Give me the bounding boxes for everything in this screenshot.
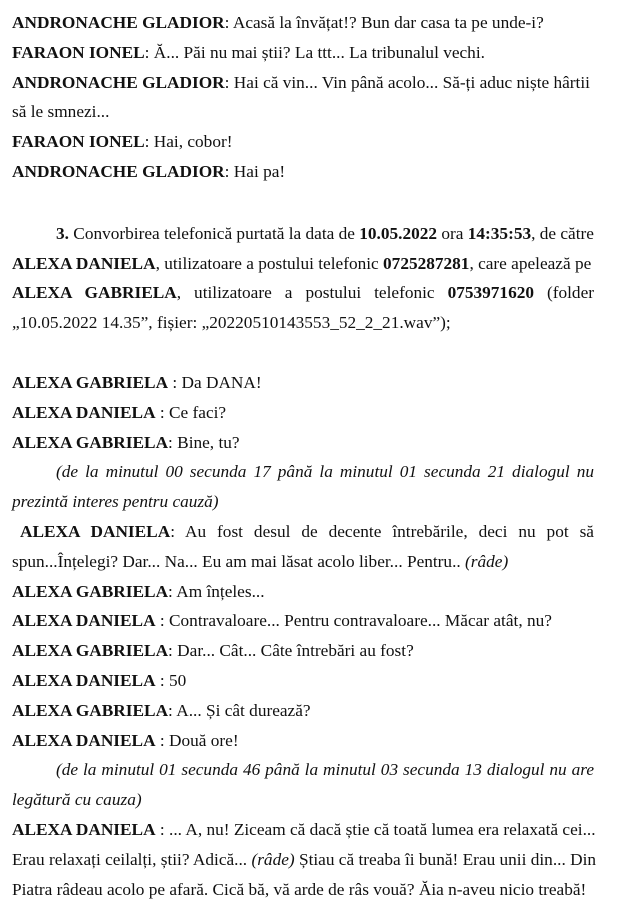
speaker-name: ALEXA DANIELA [12, 402, 156, 422]
spacer [12, 187, 594, 219]
utterance: Hai pa! [233, 161, 286, 181]
utterance: Ce faci? [169, 402, 227, 422]
utterance: Au fost desul de decente întrebările, deci nu pot să [184, 521, 594, 541]
dialogue-line: ALEXA GABRIELA: Dar... Cât... Câte întrebări au fost? [12, 641, 414, 661]
utterance: Contravaloare... Pentru contravaloare... Măcar atât, nu? [169, 611, 552, 631]
section-number: 3. [56, 223, 69, 243]
omission-note-continuation: legătură cu cauza) [12, 790, 142, 810]
utterance: Hai că vin... Vin până acolo... Să-ți aduc niște hârtii [233, 72, 590, 92]
speaker-name: ALEXA GABRIELA [12, 372, 169, 392]
speaker-name: ALEXA DANIELA [12, 670, 156, 690]
call-date: 10.05.2022 [359, 223, 438, 243]
dialogue-line: ALEXA GABRIELA: A... Și cât durează? [12, 700, 311, 720]
dialogue-line: ANDRONACHE GLADIOR: Hai că vin... Vin până acolo... Să-ți aduc niște hârtii [12, 72, 590, 92]
speaker-name: ALEXA DANIELA [12, 819, 156, 839]
dialogue-line: FARAON IONEL: Ă... Păi nu mai știi? La ttt... La tribunalul vechi. [12, 42, 485, 62]
utterance: Ă... Păi nu mai știi? La ttt... La tribunalul vechi. [153, 42, 485, 62]
file-reference: „10.05.2022 14.35”, fișier: „20220510143553_52_2_21.wav”); [12, 313, 451, 333]
callee-phone: 0753971620 [447, 283, 534, 303]
call-time: 14:35:53 [467, 223, 532, 243]
dialogue-line: ANDRONACHE GLADIOR: Acasă la învățat!? Bun dar casa ta pe unde-i? [12, 13, 544, 32]
utterance: ... A, nu! Ziceam că dacă știe că toată lumea era relaxată cei... [169, 819, 596, 839]
omission-note: (de la minutul 00 secunda 17 până la minutul 01 secunda 21 dialogul nu [56, 462, 594, 482]
section-heading-line: 3. Convorbirea telefonică purtată la data de 10.05.2022 ora 14:35:53, de către [56, 223, 594, 243]
omission-note: (de la minutul 01 secunda 46 până la minutul 03 secunda 13 dialogul nu are [56, 760, 594, 780]
utterance: Acasă la învățat!? Bun dar casa ta pe unde-i? [232, 13, 544, 32]
utterance: Dar... Cât... Câte întrebări au fost? [177, 641, 414, 661]
utterance: Am înțeles... [176, 581, 265, 601]
aside-laughs: (râde) [465, 551, 509, 571]
speaker-name: ANDRONACHE GLADIOR [12, 161, 225, 181]
speaker-name: ALEXA DANIELA [12, 611, 156, 631]
aside-laughs: (râde) [251, 849, 295, 869]
utterance: Hai, cobor! [153, 132, 233, 152]
dialogue-line: ALEXA DANIELA : Două ore! [12, 730, 239, 750]
dialogue-line: ALEXA GABRIELA : Da DANA! [12, 372, 262, 392]
document-page [12, 8, 597, 904]
speaker-name: ANDRONACHE GLADIOR [12, 13, 225, 32]
dialogue-continuation: spun...Înțelegi? Dar... Na... Eu am mai lăsat acolo liber... Pentru.. (râde) [12, 551, 509, 571]
utterance: 50 [169, 670, 187, 690]
section-line: ALEXA DANIELA, utilizatoare a postului telefonic 0725287281, care apelează pe [12, 253, 592, 273]
dialogue-line: ALEXA DANIELA : Ce faci? [12, 402, 227, 422]
dialogue-line: ANDRONACHE GLADIOR: Hai pa! [12, 161, 286, 181]
callee-name: ALEXA GABRIELA [12, 283, 177, 303]
dialogue-line: ALEXA GABRIELA: Bine, tu? [12, 432, 240, 452]
speaker-name: ALEXA DANIELA [12, 730, 156, 750]
spacer [12, 338, 594, 368]
speaker-name: ALEXA GABRIELA [12, 641, 169, 661]
dialogue-line: FARAON IONEL: Hai, cobor! [12, 132, 233, 152]
speaker-name: ALEXA GABRIELA [12, 581, 169, 601]
speaker-name: ALEXA GABRIELA [12, 432, 169, 452]
section-line: ALEXA GABRIELA, utilizatoare a postului telefonic 0753971620 (folder [12, 283, 594, 303]
dialogue-continuation: să le smnezi... [12, 102, 110, 122]
omission-note-continuation: prezintă interes pentru cauză) [12, 492, 219, 512]
speaker-name: ALEXA DANIELA [20, 521, 171, 541]
caller-name: ALEXA DANIELA [12, 253, 156, 273]
dialogue-line: ALEXA DANIELA : ... A, nu! Ziceam că dacă știe că toată lumea era relaxată cei... [12, 819, 596, 839]
speaker-name: FARAON IONEL [12, 132, 145, 152]
caller-phone: 0725287281 [383, 253, 470, 273]
utterance: A... Și cât durează? [176, 700, 311, 720]
utterance: Bine, tu? [177, 432, 240, 452]
utterance: Două ore! [169, 730, 239, 750]
dialogue-line: ALEXA DANIELA : Contravaloare... Pentru contravaloare... Măcar atât, nu? [12, 611, 552, 631]
speaker-name: ALEXA GABRIELA [12, 700, 169, 720]
dialogue-line: ALEXA DANIELA: Au fost desul de decente întrebările, deci nu pot să [20, 521, 594, 541]
dialogue-continuation: Piatra râdeau acolo pe afară. Cică bă, vă arde de râs vouă? Ăia n-aveu nicio treabă! [12, 879, 587, 899]
utterance: Da DANA! [181, 372, 262, 392]
dialogue-continuation: Erau relaxați ceilalți, știi? Adică... (râde) Știau că treaba îi bună! Erau unii din... Din [12, 849, 597, 869]
dialogue-line: ALEXA GABRIELA: Am înțeles... [12, 581, 265, 601]
speaker-name: FARAON IONEL [12, 42, 145, 62]
speaker-name: ANDRONACHE GLADIOR [12, 72, 225, 92]
dialogue-line: ALEXA DANIELA : 50 [12, 670, 187, 690]
